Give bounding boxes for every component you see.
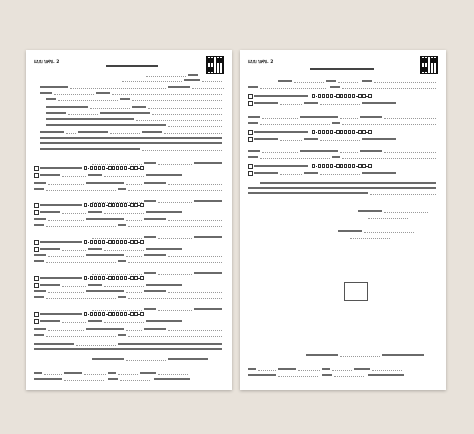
- fill-line: [262, 118, 298, 119]
- form-text: [144, 162, 156, 164]
- fill-line: [142, 150, 222, 151]
- fill-line: [104, 322, 144, 323]
- id-number-boxes[interactable]: [312, 164, 372, 168]
- form-text: [248, 156, 258, 158]
- form-text: [46, 98, 56, 100]
- form-text: [304, 138, 318, 140]
- form-text: [118, 296, 126, 298]
- form-page-left: [26, 50, 232, 390]
- id-number-boxes[interactable]: [84, 203, 144, 207]
- checkbox[interactable]: [248, 137, 253, 142]
- fill-line: [104, 250, 144, 251]
- fill-line: [104, 176, 144, 177]
- form-text: [86, 254, 124, 256]
- form-text: [362, 102, 396, 104]
- form-text: [92, 358, 124, 360]
- form-text: [278, 368, 296, 370]
- form-text: [338, 230, 362, 232]
- form-text: [254, 165, 308, 167]
- fill-line: [62, 250, 86, 251]
- fill-line: [342, 124, 436, 125]
- form-text: [248, 116, 260, 118]
- form-text: [362, 138, 396, 140]
- form-text: [300, 150, 338, 152]
- form-text: [40, 174, 60, 176]
- form-text: [34, 328, 46, 330]
- fill-line: [76, 345, 116, 346]
- form-text: [304, 102, 318, 104]
- form-text: [34, 372, 42, 374]
- checkbox[interactable]: [248, 94, 253, 99]
- fill-line: [350, 238, 390, 239]
- form-title-left: [106, 65, 158, 67]
- form-text: [96, 92, 110, 94]
- fill-line: [70, 88, 166, 89]
- form-text: [88, 211, 102, 213]
- fill-line: [262, 152, 298, 153]
- form-text: [108, 372, 116, 374]
- form-text: [332, 122, 340, 124]
- form-text: [40, 148, 140, 150]
- form-text: [118, 343, 222, 345]
- fill-line: [158, 274, 192, 275]
- form-text: [194, 308, 222, 310]
- checkbox[interactable]: [34, 283, 39, 288]
- form-text: [86, 218, 124, 220]
- fill-line: [152, 114, 222, 115]
- qr-code-icon: [420, 56, 438, 74]
- form-text: [46, 118, 134, 120]
- form-text: [144, 200, 156, 202]
- id-number-boxes[interactable]: [312, 130, 372, 134]
- form-text: [362, 80, 372, 82]
- fill-line: [92, 274, 142, 275]
- form-text: [34, 224, 44, 226]
- fill-line: [126, 184, 142, 185]
- fill-line: [368, 218, 408, 219]
- checkbox[interactable]: [34, 312, 39, 317]
- fill-line: [384, 118, 436, 119]
- fill-line: [118, 374, 138, 375]
- fill-line: [340, 356, 380, 357]
- form-text: [34, 290, 46, 292]
- form-title-right: [310, 68, 374, 70]
- form-text: [144, 236, 156, 238]
- fill-line: [280, 174, 302, 175]
- fill-line: [280, 104, 302, 105]
- form-page-right: [240, 50, 446, 390]
- form-text: [248, 86, 258, 88]
- fill-line: [126, 256, 142, 257]
- form-text: [306, 354, 338, 356]
- checkbox[interactable]: [34, 319, 39, 324]
- fill-line: [90, 108, 130, 109]
- form-text: [118, 188, 126, 190]
- checkbox[interactable]: [248, 130, 253, 135]
- fill-line: [384, 212, 428, 213]
- form-text: [194, 272, 222, 274]
- fill-line: [168, 292, 222, 293]
- form-text: [86, 328, 124, 330]
- form-text: [144, 218, 166, 220]
- checkbox[interactable]: [34, 210, 39, 215]
- form-text: [34, 218, 46, 220]
- form-text: [146, 174, 182, 176]
- form-text: [40, 320, 60, 322]
- fill-line: [340, 118, 358, 119]
- form-text: [146, 211, 182, 213]
- fill-line: [260, 124, 330, 125]
- form-text: [194, 162, 222, 164]
- form-text: [34, 254, 46, 256]
- fill-line: [260, 158, 330, 159]
- form-text: [144, 290, 166, 292]
- form-text: [88, 174, 102, 176]
- fill-line: [332, 370, 352, 371]
- form-text: [46, 106, 88, 108]
- fill-line: [158, 310, 192, 311]
- checkbox[interactable]: [34, 203, 39, 208]
- fill-line: [372, 370, 402, 371]
- form-text: [354, 368, 370, 370]
- form-text: [100, 112, 150, 114]
- fill-line: [66, 133, 76, 134]
- form-text: [144, 308, 156, 310]
- fill-line: [110, 133, 140, 134]
- form-text: [330, 86, 340, 88]
- form-text: [40, 137, 222, 139]
- form-text: [146, 320, 182, 322]
- id-number-boxes[interactable]: [84, 166, 144, 170]
- fill-line: [278, 376, 318, 377]
- form-text: [88, 284, 102, 286]
- fill-line: [192, 88, 224, 89]
- form-text: [358, 210, 382, 212]
- fill-line: [84, 374, 106, 375]
- form-text: [120, 98, 130, 100]
- stamp-box: [344, 282, 368, 301]
- fill-line: [136, 120, 222, 121]
- fill-line: [46, 298, 116, 299]
- fill-line: [128, 190, 222, 191]
- fill-line: [62, 322, 86, 323]
- checkbox[interactable]: [248, 101, 253, 106]
- form-text: [64, 372, 82, 374]
- form-text: [34, 378, 62, 380]
- form-text: [188, 74, 198, 76]
- form-text: [40, 284, 60, 286]
- fill-line: [202, 81, 222, 82]
- fill-line: [128, 226, 222, 227]
- form-text: [144, 182, 166, 184]
- form-text: [40, 92, 52, 94]
- fill-line: [158, 164, 192, 165]
- fill-line: [68, 114, 98, 115]
- fill-line: [122, 81, 182, 82]
- fill-line: [146, 76, 186, 77]
- form-text: [132, 106, 146, 108]
- form-text: [278, 80, 292, 82]
- form-text: [40, 241, 82, 243]
- fill-line: [112, 94, 222, 95]
- checkbox[interactable]: [248, 171, 253, 176]
- fill-line: [120, 380, 150, 381]
- form-text: [40, 248, 60, 250]
- form-text: [34, 334, 44, 336]
- form-text: [40, 131, 64, 133]
- form-text: [140, 372, 156, 374]
- fill-line: [64, 380, 104, 381]
- fill-line: [128, 336, 222, 337]
- fill-line: [58, 100, 118, 101]
- form-text: [168, 86, 190, 88]
- qr-code-icon: [206, 56, 224, 74]
- fill-line: [168, 126, 222, 127]
- fill-line: [126, 292, 142, 293]
- form-text: [46, 124, 166, 126]
- form-text: [326, 80, 336, 82]
- fill-line: [44, 374, 62, 375]
- fill-line: [260, 88, 326, 89]
- form-text: [118, 260, 126, 262]
- form-text: [332, 156, 340, 158]
- fill-line: [342, 158, 436, 159]
- form-text: [362, 172, 396, 174]
- form-text: [34, 260, 44, 262]
- fill-line: [158, 374, 188, 375]
- checkbox[interactable]: [34, 173, 39, 178]
- id-number-boxes[interactable]: [84, 312, 144, 316]
- id-number-boxes[interactable]: [84, 276, 144, 280]
- form-text: [194, 200, 222, 202]
- fill-line: [164, 133, 222, 134]
- form-text: [168, 358, 208, 360]
- id-number-boxes[interactable]: [84, 240, 144, 244]
- form-text: [142, 131, 162, 133]
- fill-line: [168, 330, 222, 331]
- form-text: [248, 192, 368, 194]
- form-text: [260, 182, 436, 184]
- form-text: [78, 131, 108, 133]
- fill-line: [62, 213, 86, 214]
- fill-line: [158, 238, 192, 239]
- fill-line: [320, 174, 360, 175]
- fill-line: [258, 370, 276, 371]
- form-text: [382, 354, 424, 356]
- fill-line: [48, 292, 84, 293]
- form-code-right: แบบ บศข. 2: [248, 60, 274, 65]
- form-text: [184, 79, 200, 81]
- fill-line: [62, 286, 86, 287]
- fill-line: [168, 184, 222, 185]
- form-text: [118, 224, 126, 226]
- checkbox[interactable]: [34, 247, 39, 252]
- fill-line: [342, 88, 436, 89]
- fill-line: [48, 256, 84, 257]
- checkbox[interactable]: [248, 164, 253, 169]
- fill-line: [46, 190, 116, 191]
- form-text: [40, 211, 60, 213]
- form-text: [40, 313, 82, 315]
- fill-line: [126, 220, 142, 221]
- fill-line: [320, 104, 360, 105]
- checkbox[interactable]: [34, 166, 39, 171]
- form-text: [144, 328, 166, 330]
- form-text: [194, 236, 222, 238]
- fill-line: [104, 286, 144, 287]
- form-text: [40, 167, 82, 169]
- fill-line: [48, 330, 84, 331]
- form-text: [322, 374, 332, 376]
- fill-line: [104, 213, 144, 214]
- form-text: [248, 368, 256, 370]
- checkbox[interactable]: [34, 240, 39, 245]
- fill-line: [48, 184, 84, 185]
- form-text: [34, 188, 44, 190]
- fill-line: [92, 310, 142, 311]
- form-text: [304, 172, 318, 174]
- form-text: [34, 296, 44, 298]
- fill-line: [168, 220, 222, 221]
- fill-line: [46, 336, 116, 337]
- form-text: [360, 116, 382, 118]
- form-text: [254, 102, 278, 104]
- fill-line: [128, 298, 222, 299]
- fill-line: [126, 360, 166, 361]
- fill-line: [364, 232, 414, 233]
- form-text: [146, 248, 182, 250]
- form-text: [40, 277, 82, 279]
- form-text: [254, 131, 308, 133]
- fill-line: [92, 164, 142, 165]
- form-text: [118, 334, 126, 336]
- form-text: [368, 374, 404, 376]
- fill-line: [148, 108, 222, 109]
- form-code-left: แบบ บศข. 2: [34, 60, 60, 65]
- form-text: [144, 254, 166, 256]
- form-text: [34, 348, 222, 350]
- form-text: [248, 150, 260, 152]
- form-text: [146, 284, 182, 286]
- form-text: [254, 172, 278, 174]
- form-text: [154, 378, 190, 380]
- fill-line: [126, 330, 142, 331]
- fill-line: [168, 256, 222, 257]
- form-text: [46, 112, 66, 114]
- fill-line: [158, 202, 192, 203]
- fill-line: [54, 94, 94, 95]
- fill-line: [46, 262, 116, 263]
- form-text: [40, 204, 82, 206]
- form-text: [300, 116, 338, 118]
- form-text: [144, 272, 156, 274]
- fill-line: [298, 370, 320, 371]
- form-text: [88, 320, 102, 322]
- fill-line: [334, 376, 364, 377]
- fill-line: [48, 220, 84, 221]
- form-text: [86, 290, 124, 292]
- fill-line: [280, 140, 302, 141]
- checkbox[interactable]: [34, 276, 39, 281]
- form-text: [254, 95, 308, 97]
- fill-line: [132, 100, 222, 101]
- form-text: [34, 343, 74, 345]
- form-text: [40, 142, 222, 144]
- fill-line: [338, 82, 358, 83]
- fill-line: [320, 140, 360, 141]
- fill-line: [340, 152, 358, 153]
- fill-line: [384, 152, 436, 153]
- fill-line: [370, 194, 436, 195]
- form-text: [248, 122, 258, 124]
- form-text: [360, 150, 382, 152]
- form-text: [88, 248, 102, 250]
- form-text: [248, 374, 276, 376]
- form-text: [86, 182, 124, 184]
- fill-line: [294, 82, 324, 83]
- form-text: [254, 138, 278, 140]
- form-text: [322, 368, 330, 370]
- form-text: [248, 187, 436, 189]
- fill-line: [374, 82, 436, 83]
- id-number-boxes[interactable]: [312, 94, 372, 98]
- form-text: [40, 86, 68, 88]
- fill-line: [92, 238, 142, 239]
- form-text: [108, 378, 118, 380]
- fill-line: [128, 262, 222, 263]
- fill-line: [46, 226, 116, 227]
- form-text: [34, 182, 46, 184]
- fill-line: [62, 176, 86, 177]
